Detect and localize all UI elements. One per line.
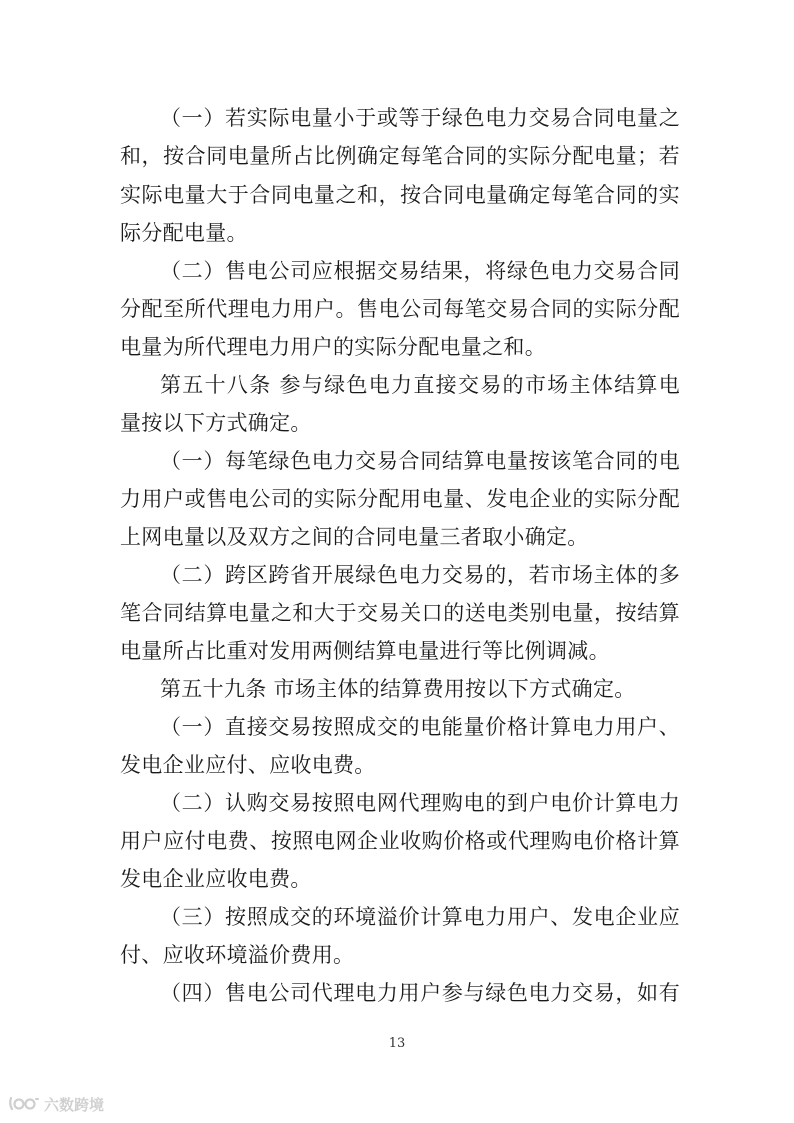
text-line: 笔合同结算电量之和大于交易关口的送电类别电量，按结算 bbox=[120, 601, 680, 625]
text-line: （一）若实际电量小于或等于绿色电力交易合同电量之 bbox=[160, 106, 680, 130]
text-line: 用户应付电费、按照电网企业收购价格或代理购电价格计算 bbox=[120, 829, 680, 853]
text-line: 实际电量大于合同电量之和，按合同电量确定每笔合同的实 bbox=[120, 183, 680, 207]
article-heading-line: 第五十八条 参与绿色电力直接交易的市场主体结算电 bbox=[160, 373, 680, 397]
text-line: 力用户或售电公司的实际分配用电量、发电企业的实际分配 bbox=[120, 487, 680, 511]
text-line: （一）直接交易按照成交的电能量价格计算电力用户、 bbox=[160, 715, 680, 739]
watermark-logo-icon bbox=[8, 1095, 40, 1113]
text-line: 分配至所代理电力用户。售电公司每笔交易合同的实际分配 bbox=[120, 297, 680, 321]
text-line: （二）售电公司应根据交易结果，将绿色电力交易合同 bbox=[160, 259, 680, 283]
watermark bbox=[8, 1093, 104, 1115]
text-line: 电量为所代理电力用户的实际分配电量之和。 bbox=[120, 335, 546, 359]
text-line: （二）跨区跨省开展绿色电力交易的，若市场主体的多 bbox=[160, 563, 680, 587]
text-line: 际分配电量。 bbox=[120, 221, 248, 245]
text-line: （四）售电公司代理电力用户参与绿色电力交易，如有 bbox=[160, 981, 680, 1005]
page-number: 13 bbox=[388, 1036, 406, 1051]
text-line: （三）按照成交的环境溢价计算电力用户、发电企业应 bbox=[160, 905, 680, 929]
text-line: 量按以下方式确定。 bbox=[120, 411, 312, 435]
text-line: （二）认购交易按照电网代理购电的到户电价计算电力 bbox=[160, 791, 680, 815]
article-heading-line: 第五十九条 市场主体的结算费用按以下方式确定。 bbox=[160, 677, 636, 701]
text-line: 付、应收环境溢价费用。 bbox=[120, 943, 355, 967]
text-line: 和，按合同电量所占比例确定每笔合同的实际分配电量；若 bbox=[120, 144, 680, 168]
text-line: 上网电量以及双方之间的合同电量三者取小确定。 bbox=[120, 525, 589, 549]
text-line: 发电企业应付、应收电费。 bbox=[120, 753, 376, 777]
text-line: （一）每笔绿色电力交易合同结算电量按该笔合同的电 bbox=[160, 449, 680, 473]
text-line: 发电企业应收电费。 bbox=[120, 867, 312, 891]
text-line: 电量所占比重对发用两侧结算电量进行等比例调减。 bbox=[120, 639, 610, 663]
watermark-text: 六数跨境 bbox=[44, 1095, 105, 1114]
